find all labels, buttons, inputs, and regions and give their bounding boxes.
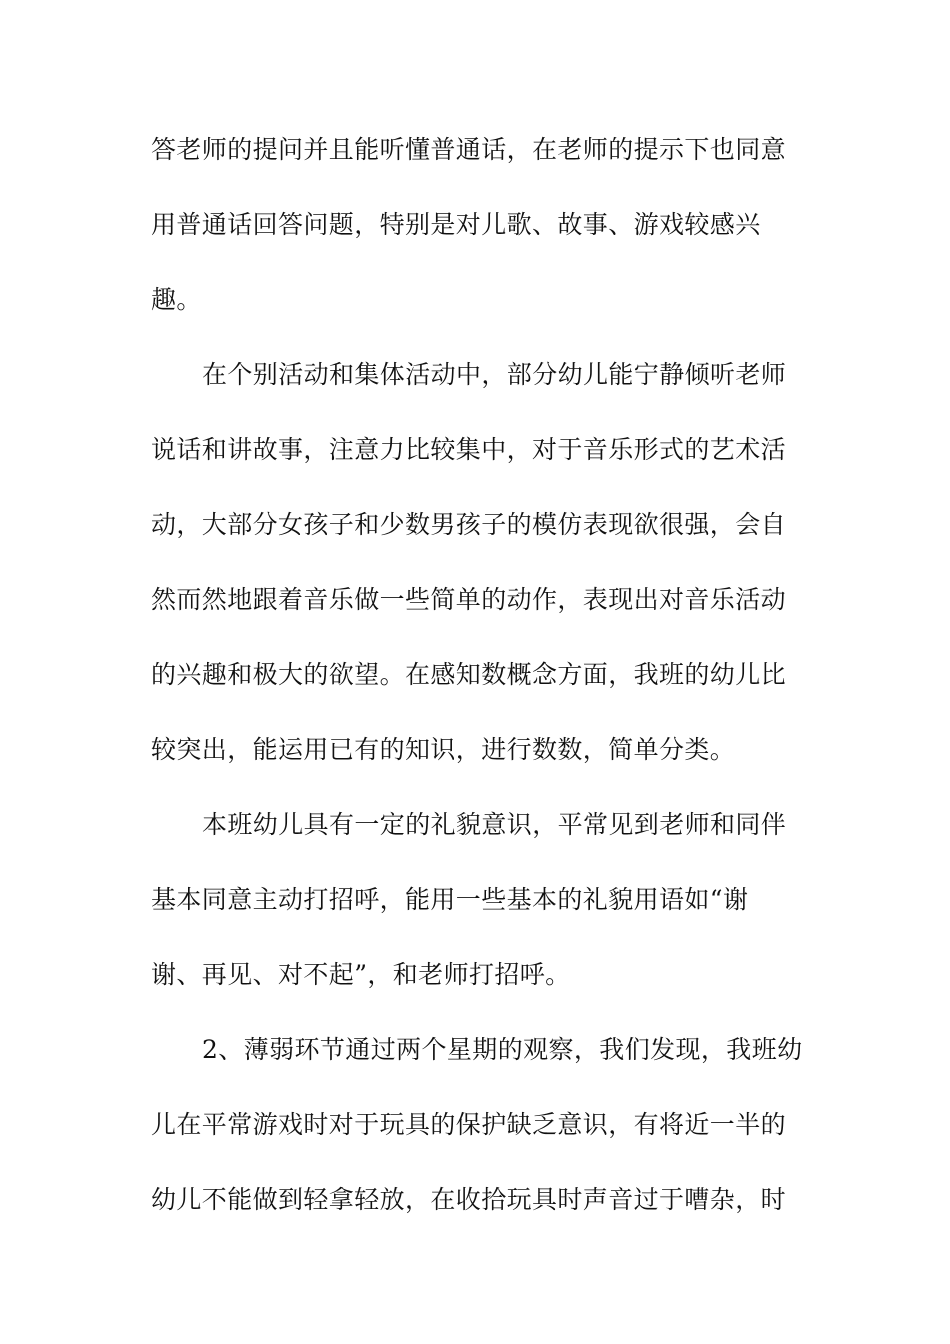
text-line: 然而然地跟着音乐做一些简单的动作，表现出对音乐活动	[151, 585, 787, 614]
paragraph-first-line: 2、薄弱环节通过两个星期的观察，我们发现，我班幼	[202, 1035, 803, 1064]
text-line: 基本同意主动打招呼，能用一些基本的礼貌用语如“谢	[151, 885, 749, 914]
text-line: 幼儿不能做到轻拿轻放，在收拾玩具时声音过于嘈杂，时	[151, 1185, 787, 1214]
paragraph-first-line: 在个别活动和集体活动中，部分幼儿能宁静倾听老师	[202, 360, 787, 389]
text-line: 趣。	[151, 285, 202, 314]
text-line: 答老师的提问并且能听懂普通话，在老师的提示下也同意	[151, 135, 787, 164]
text-line: 动，大部分女孩子和少数男孩子的模仿表现欲很强，会自	[151, 510, 787, 539]
text-line: 谢、再见、对不起”，和老师打招呼。	[151, 960, 571, 989]
text-line: 的兴趣和极大的欲望。在感知数概念方面，我班的幼儿比	[151, 660, 787, 689]
text-line: 较突出，能运用已有的知识，进行数数，简单分类。	[151, 735, 736, 764]
text-line: 说话和讲故事，注意力比较集中，对于音乐形式的艺术活	[151, 435, 787, 464]
paragraph-first-line: 本班幼儿具有一定的礼貌意识，平常见到老师和同伴	[202, 810, 787, 839]
text-line: 用普通话回答问题，特别是对儿歌、故事、游戏较感兴	[151, 210, 761, 239]
text-line: 儿在平常游戏时对于玩具的保护缺乏意识，有将近一半的	[151, 1110, 787, 1139]
